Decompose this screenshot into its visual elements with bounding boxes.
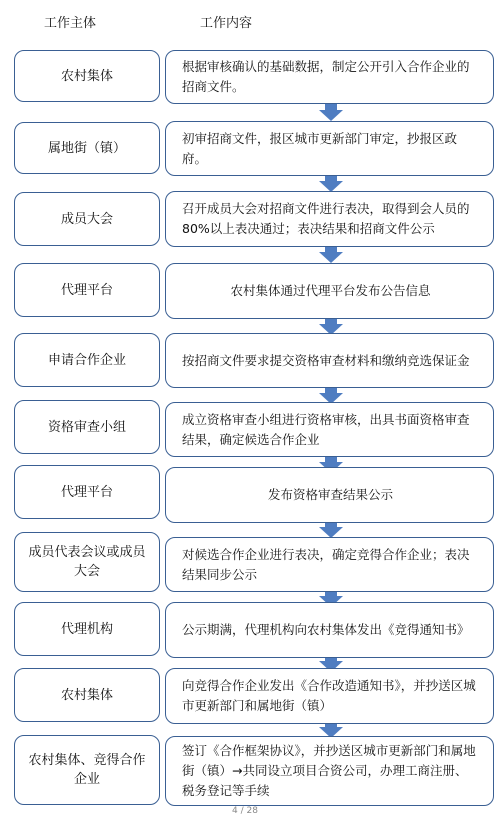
page-number: 4 / 28 xyxy=(232,806,258,816)
subject-box: 申请合作企业 xyxy=(14,333,160,387)
content-box: 发布资格审查结果公示 xyxy=(165,467,494,523)
subject-box: 成员大会 xyxy=(14,192,160,246)
subject-box: 农村集体 xyxy=(14,668,160,722)
subject-box: 农村集体 xyxy=(14,50,160,102)
content-box: 召开成员大会对招商文件进行表决，取得到会人员的 80%以上表决通过；表决结果和招商文件公示 xyxy=(165,191,494,247)
down-arrow-icon xyxy=(319,252,343,263)
content-box: 公示期满，代理机构向农村集体发出《竞得通知书》 xyxy=(165,602,494,658)
subject-box: 代理机构 xyxy=(14,602,160,656)
subject-box: 农村集体、竞得合作企业 xyxy=(14,735,160,805)
content-box: 根据审核确认的基础数据，制定公开引入合作企业的招商文件。 xyxy=(165,50,494,104)
content-box: 对候选合作企业进行表决，确定竞得合作企业；表决结果同步公示 xyxy=(165,537,494,592)
subject-box: 资格审查小组 xyxy=(14,400,160,454)
header-content: 工作内容 xyxy=(200,16,253,31)
content-box: 向竞得合作企业发出《合作改造通知书》，并抄送区城市更新部门和属地街（镇） xyxy=(165,668,494,724)
subject-box: 代理平台 xyxy=(14,465,160,519)
content-box: 成立资格审查小组进行资格审核，出具书面资格审查结果，确定候选合作企业 xyxy=(165,402,494,457)
subject-box: 属地街（镇） xyxy=(14,122,160,174)
down-arrow-icon xyxy=(319,110,343,121)
content-box: 按招商文件要求提交资格审查材料和缴纳竞选保证金 xyxy=(165,333,494,388)
content-box: 农村集体通过代理平台发布公告信息 xyxy=(165,263,494,319)
content-box: 签订《合作框架协议》，并抄送区城市更新部门和属地街（镇）→共同设立项目合资公司，办理工商注册、税务登记等手续 xyxy=(165,736,494,806)
header-subject: 工作主体 xyxy=(44,16,97,31)
subject-box: 成员代表会议或成员大会 xyxy=(14,532,160,592)
subject-box: 代理平台 xyxy=(14,263,160,317)
content-box: 初审招商文件，报区城市更新部门审定，抄报区政府。 xyxy=(165,121,494,176)
